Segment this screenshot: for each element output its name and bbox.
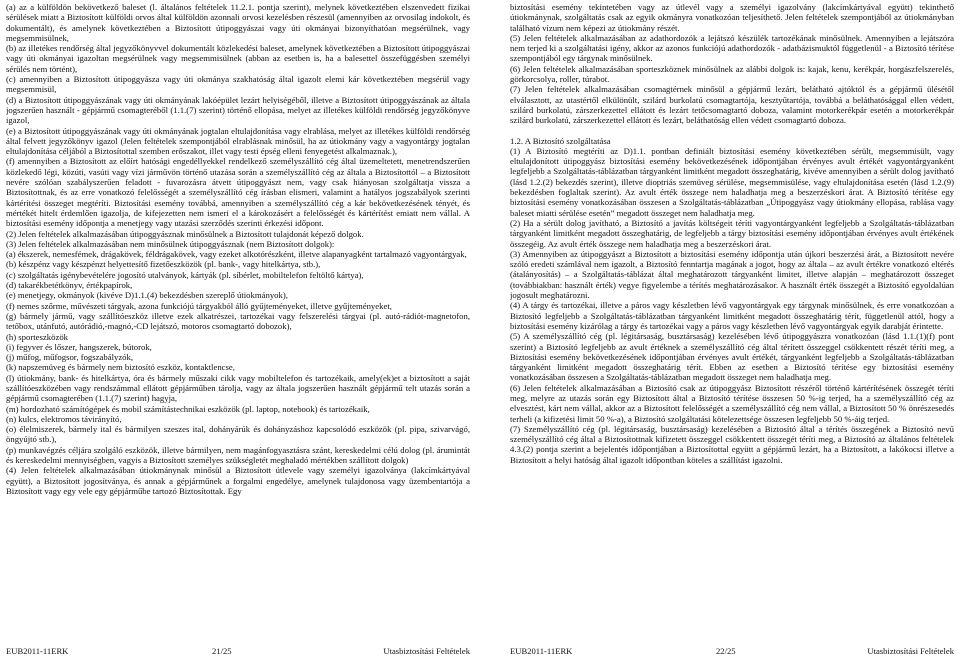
footer-document-title: Utasbiztosítási Feltételek [867,646,954,656]
paragraph: (b) az illetékes rendőrség által jegyzőkönyvvel dokumentált közlekedési baleset, amelynek következtében a Biztosított útipoggyászai vagy úti okmányai igazoltan megsérülnek vagy megsemmisülnek (abban az esetben is, ha a balesettel összefüggésben személyi sérülés nem történt), [6,43,470,74]
paragraph: (e) a Biztosított útipoggyászának vagy úti okmányának jogtalan eltulajdonítása vagy elrablása, melyet az illetékes külföldi rendőrség által felvett jegyzőkönyv igazol (Jelen feltételek szempontjából elrablásnak minősül, ha az útiokmány vagy a vagyontárgy jogtalan eltulajdonítása céljából a Biztosítottal szemben erőszakot, illet vagy testi épség elleni fenyegetést alkalmaznak.), [6,125,470,157]
paragraph: (5) Jelen feltételek alkalmazásában az adathordozók a lejátszó készülék tartozékának minősülnek. Amennyiben a lejátszóra nem terjed ki a szolgáltatási igény, akkor az azonos funkciójú adathordozók - adatbázismuktól függetlenül - a Biztosító térítése szempontjából egy tárgynak minősülnek. [510,32,954,64]
paragraph: (3) Jelen feltételek alkalmazásában nem minősülnek útipoggyásznak (nem Biztosított dolgok): [6,238,335,249]
paragraph: 1.2. A Biztosító szolgáltatása [510,135,611,146]
footer-page-number: 21/25 [212,646,232,656]
paragraph: (6) Jelen feltételek alkalmazásában sporteszköznek minősülnek az alábbi dolgok is: kajak, kenu, kerékpár, horgászfelszerelés, görkorcsolya, roller, túrabot. [510,63,954,85]
paragraph: (2) Jelen feltételek alkalmazásában útipoggyásznak minősülnek a Biztosított tulajdonát képező dolgok. [6,228,364,239]
paragraph: (n) kulcs, elektromos távirányító, [6,413,122,424]
paragraph: (g) bármely jármű, vagy szállítóeszköz illetve ezek alkatrészei, tartozékai vagy felszerelési tárgyai (pl. autó-rádiót-magnetofon, tetőbox, utánfutó, autórádió,-magnó,-CD lejátszó, motoros csomagtartó dobozok), [6,310,470,332]
paragraph: (k) napszemüveg és bármely nem biztosító eszköz, kontaktlencse, [6,362,235,373]
right-page-text-column [510,2,954,640]
footer-document-code: EUB2011-11ERK [510,646,573,656]
paragraph: (4) A tárgy és tartozékai, illetve a páros vagy készletben lévő vagyontárgyak egy tárgynak minősülnek, és erre vonatkozóan a Biztosító legfeljebb a Szolgáltatás-táblázatban tárgyanként limitként megadott összeghatárig térít, függetlenül attól, hogy a biztosítási esemény kizárólag a tárgy és tartozékai vagy a páros vagy készletben lévő vagyontárgyak egyik darabját érintette. [510,300,954,331]
paragraph: (a) ékszerek, nemesfémek, drágakövek, féldrágakövek, vagy ezeket alkotórészként, illetve alapanyagként tartalmazó vagyontárgyak, [6,249,467,260]
paragraph: (m) hordozható számítógépek és mobil számítástechnikai eszközök (pl. laptop, notebook) és tartozékaik, [6,403,370,414]
paragraph: (7) Személyszállító cég (pl. légitársaság, busztársaság) kezelésében a Biztosító által a térítés összegének a Biztosító nevű személyszállító cég által a Biztosítottnak kifizetett összeggel csökkentett összegét téríti meg, a Biztosító az általános feltételek 4.3.(2) pontja szerint a bejelentés időpontjában a Biztosítottal együtt a gépjármű lezárt, ha a Biztosított, a lakókocsi illetve a Biztosított a helyi hatóság által igazolt időpontban köteles a szállítást igazolni. [510,423,954,465]
paragraph: (o) élelmiszerek, bármely ital és bármilyen szeszes ital, dohányárúk és dohányzáshoz kapcsolódó eszközök (pl. pipa, szivarvágó, öngyújtó stb.), [6,424,470,445]
paragraph: (d) takarékbetétkönyv, értékpapírok, [6,280,133,291]
right-page [480,0,960,662]
paragraph: (1) A Biztosító megtéríti az D)1.1. pontban definiált biztosítási esemény következtében sérült, megsemmisült, vagy eltulajdonított útipoggyász biztosítási esemény bekövetkezésének időpontjában érvényes avult értékét vagyontárgyanként legfeljebb a Szolgáltatás-táblázatban tárgyanként limitként megadott összeghatárig, kivéve amennyiben a sérült dolog javítható (lásd 1.2.(2) bekezdés szerint), illetve dioptriás szemüveg sérülése, megsemmisülése, vagy eltulajdonítása esetén (lásd 1.2.(9) bekezdésben foglaltak szerint). Az avult érték összege nem haladhatja meg a beszerzéskori árat. A Biztosító térítése egy biztosítási esemény vonatkozásában összesen a Szolgáltatás-táblázatban „Útipoggyász vagy útiokmány ellopása, rablása vagy baleset miatti sérülése esetén” megadott összeget nem haladhatja meg. [510,145,954,218]
paragraph: (c) amennyiben a Biztosított útipoggyásza vagy úti okmánya szakhatóság által igazolt elemi kár következtében megsérül vagy megsemmisül, [6,74,470,95]
paragraph: (h) sporteszközök [6,331,69,342]
footer-document-code: EUB2011-11ERK [6,646,69,656]
paragraph: (b) készpénz vagy készpénzt helyettesítő fizetőeszközök (pl. bank-, vagy hitelkártya, stb.), [6,259,321,270]
paragraph: (3) Amennyiben az útipoggyászt a Biztosított a biztosítási esemény időpontja után újkori beszerzési árát, a Biztosított nevére szóló eredeti számlával nem igazolt, a Biztosító fenntartja magának a jogot, hogy az általa – az avult értékre vonatkozó eltérés (átalányosítás) – a Szolgáltatás-táblázat által meghatározott tárgyanként limitet, illetve alapján – meghatározott összeget (továbbiakban: használt érték) vegye figyelembe a térítés meghatározásakor. A használt érték összegét a Biztosító egyoldalúan jogosult meghatározni. [510,248,954,301]
paragraph: (f) amennyiben a Biztosított az előírt hatósági engedéllyekkel rendelkező személyszállító cég által üzemeltetett, menetrendszerűen közlekedő légi, közúti, vasúti vagy vízi járművön történő utazása során a személyszállító cég az általa a Biztosítottól – a Biztosított nevére szólóan szabályszerűen feladott - fuvarozásra átvett útipoggyászt nem, vagy csak hiányosan szolgáltatja vissza a Biztosítottnak, és az erre vonatkozó felelősségét a személyszállító cég írásban elismeri, valamint a hatályos jogszabályok szerinti kártérítési összeget megtéríti. Biztosítási esemény továbbá, amennyiben a személyszállító cég a kár bekövetkezésének tényét, és mértékét hitelt érdemlően igazolja, de kifejezetten nem ismeri el a károkozásért a felelősségét és kártérítést emiatt nem vállal. A biztosítási esemény időpontja a menetjegy vagy utazási szerződés szerinti érkezési időpont. [6,156,470,229]
paragraph: (d) a Biztosított útipoggyászának vagy úti okmányának lakóépület lezárt helyiségéből, illetve a Biztosított útipoggyászának az általa jogszerűen használt - gépjármű csomagteréből (1.1.(7) szerint) történő ellopása, melyet az illetékes külföldi rendőrség jegyzőkönyve igazol, [6,94,470,126]
paragraph: biztosítási esemény tekintetében vagy az útlevél vagy a személyi igazolvány (lakcímkártyával együtt) tekinthető útiokmánynak, szolgáltatás csak az egyik okmányra vonatkozóan teljesíthető. Jelen feltételek szempontjából az útiokmányban található vízum nem képezi az útiokmány részét. [510,2,954,33]
paragraph: (e) menetjegy, okmányok (kivéve D)1.1.(4) bekezdésben szereplő útiokmányok), [6,290,288,301]
left-page-text-column [6,2,470,640]
paragraph: (4) Jelen feltételek alkalmazásában útiokmánynak minősül a Biztosított útlevele vagy személyi igazolványa (lakcímkártyával együtt), a Biztosított jogosítványa, és annak a gépjárműnek a forgalmi engedélye, amelynek tulajdonosa vagy üzembentartója a Biztosított vagy egy vele egy gépjárműbe tartozó Biztosítottak. Egy [6,465,470,496]
paragraph: (j) műfog, műfogsor, fogszabályzók, [6,352,134,363]
paragraph: (7) Jelen feltételek alkalmazásában csomagtérnek minősül a gépjármű lezárt, belátható ajtóktól és a gépjármű ülésétől elválasztott, az utastértől elkülönült, szilárd burkolatú csomagtartója, kesztyűtartója, továbbá a beláthatósággal ellen védett, szilárd burkolatú, zárszerkezettel ellátott és lezárt tetőcsomagtartó doboza, valamint motorkerékpár esetén a motorkerékpár szilárd burkolatú, zárszerkezettel ellátott és lezárt, beláthatóság ellen védett csomagtartó doboza. [510,84,954,126]
paragraph: (a) az a külföldön bekövetkező baleset (l. általános feltételek 11.2.1. pontja szerint), melynek következtében elszenvedett fizikai sérülések miatt a Biztosított külföldi orvos által külföldön azonnali orvosi kezelésben részesül (amennyiben az orvosilag indokolt, és dokumentált), és amelynek következtében a Biztosított útipoggyászai vagy úti okmányai bizonyíthatóan megsérülnek, vagy megsemmisülnek, [6,2,470,43]
right-page-footer [480,645,960,657]
paragraph: (i) fegyver és lőszer, hangszerek, bútorok, [6,341,152,352]
paragraph: (2) Ha a sérült dolog javítható, a Biztosító a javítás költségeit téríti vagyontárgyanként legfeljebb a Szolgáltatás-táblázatban tárgyanként limitként megadott összeghatárig, de legfeljebb a tárgy biztosítási esemény időpontjában érvényes avult értékének összegéig. Az avult érték összege nem haladhatja meg a beszerzéskori árat. [510,217,954,249]
paragraph: (6) Jelen feltételek alkalmazásában a Biztosító csak az útipoggyász Biztosított részéről történő kártérítésének összegét téríti meg, melyre az utazás során egy Biztosított által a Biztosító térítése összesen 50 %-ig terjed, ha a személyszállító cég az elvesztést, kárt nem vállal, akkor az a Biztosított felelősségét a személyszállító cég nem vállal, a Biztosított 50 % önrészesedés terheli (a kifizetési limit 50 %-a), a Biztosító szolgáltatási kötelezettsége összesen legfeljebb 50 %-áig terjed. [510,382,954,424]
paragraph: (p) munkavégzés céljára szolgáló eszközök, illetve bármilyen, nem magánfogyasztásra szánt, kereskedelmi célú dolog (pl. árumintát és kereskedelmi mennyiségben, vagyis a Biztosított személyes szükségletét meghaladó mértékben szállított dolgok) [6,444,470,466]
footer-document-title: Utasbiztosítási Feltételek [383,646,470,656]
paragraph: (c) szolgáltatás igénybevételére jogosító utalványok, kártyák (pl. síbérlet, mobiltelefon feltöltő kártya), [6,269,364,280]
footer-page-number: 22/25 [716,646,736,656]
paragraph: (l) útiokmány, bank- és hitelkártya, óra és bármely műszaki cikk vagy mobiltelefon és tartozékaik, amely(ek)et a biztosított a saját szállítóeszközében vagy rendszámmal ellátott gépjárműben tárolja, vagy az általa jogszerűen használt gépjármű telt utazás során a gépjármű csomagterében (1.1.(7) szerint) hagyja, [6,372,470,404]
paragraph: (f) nemes szőrme, művészeti tárgyak, azona funkciójú tárgyakból álló gyűjteményeket, illetve gyűjteményeket, [6,300,392,311]
left-page-footer [0,645,480,657]
paragraph: (5) A személyszállító cég (pl. légitársaság, busztársaság) kezelésében lévő útipoggyászra vonatkozóan (lásd 1.1.(1)(f) pont szerint) a Biztosító legfeljebb az avult értéknek a személyszállító cég által térített összeggel csökkentett részét téríti meg, a Biztosítási esemény bekövetkezésének időpontjában érvényes avult értékét, tárgyanként legfeljebb a Szolgáltatás-táblázatban tárgyanként limitként megadott összeghatárig térít. Ebben az esetben a Biztosító térítése egy biztosítási esemény vonatkozásában összesen a Szolgáltatás-táblázatban megadott összeget nem haladhatja meg. [510,331,954,383]
